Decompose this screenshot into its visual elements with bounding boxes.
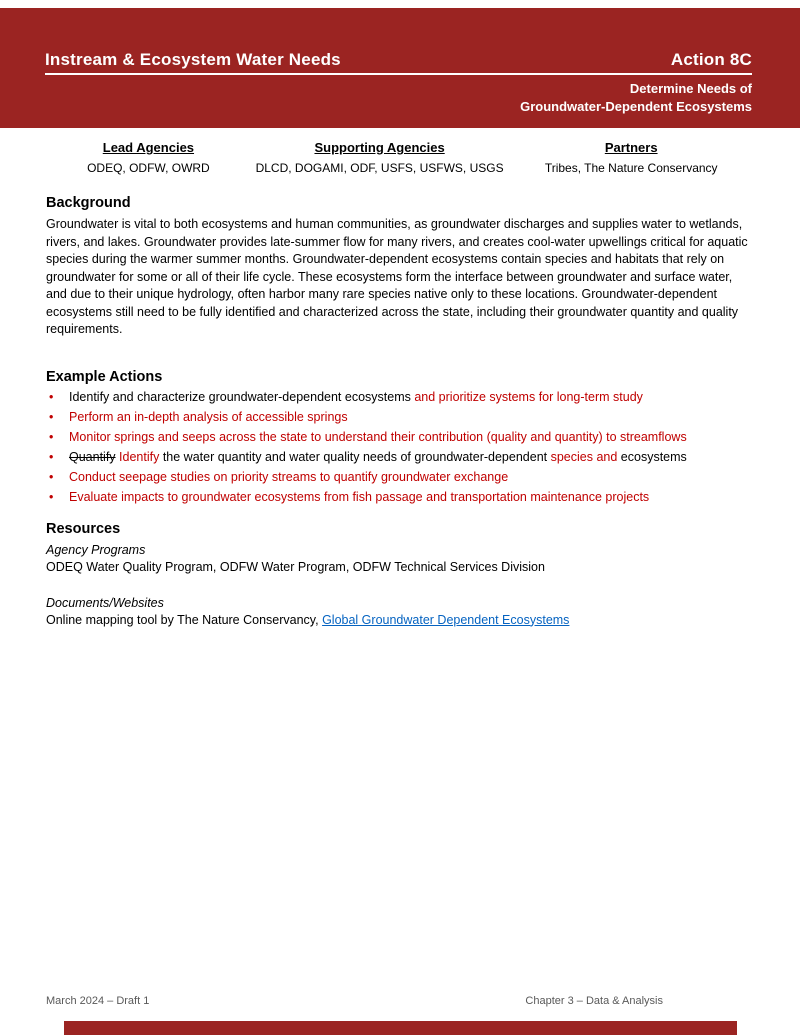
action-segment-red: Evaluate impacts to groundwater ecosystems from fish passage and transportation maintenance projects xyxy=(69,489,650,504)
action-item xyxy=(46,470,754,485)
action-item xyxy=(46,450,754,465)
subtitle-line-1: Determine Needs of xyxy=(629,81,752,96)
partners-label: Partners xyxy=(604,140,658,155)
action-number: Action 8C xyxy=(670,50,752,69)
action-item xyxy=(46,390,754,405)
partners-value: Tribes, The Nature Conservancy xyxy=(544,161,718,175)
documents-websites-label: Documents/Websites xyxy=(46,595,164,610)
action-segment-red: Monitor springs and seeps across the state to understand their contribution (quality and quantity) to streamflows xyxy=(69,429,687,444)
example-actions-heading: Example Actions xyxy=(46,368,163,385)
documents-prefix: Online mapping tool by The Nature Conservancy, xyxy=(46,612,323,627)
agency-programs-text: ODEQ Water Quality Program, ODFW Water Program, ODFW Technical Services Division xyxy=(46,559,545,574)
gde-mapping-tool-link[interactable]: Global Groundwater Dependent Ecosystems xyxy=(322,612,570,627)
footer-draft-info: March 2024 – Draft 1 xyxy=(46,995,150,1007)
action-segment-default: Identify and characterize groundwater-dependent ecosystems xyxy=(69,389,415,404)
supporting-agencies-label: Supporting Agencies xyxy=(314,140,445,155)
partners-column xyxy=(522,140,740,175)
action-segment-red: Conduct seepage studies on priority streams to quantify groundwater exchange xyxy=(69,469,509,484)
action-segment-red: and prioritize systems for long-term study xyxy=(414,389,643,404)
bottom-red-bar xyxy=(64,1021,737,1035)
action-segment-red: species and xyxy=(550,449,618,464)
lead-agencies-value: ODEQ, ODFW, OWRD xyxy=(87,161,210,175)
action-segment-red: Identify xyxy=(119,449,160,464)
action-segment-default: the water quantity and water quality needs of groundwater-dependent xyxy=(159,449,551,464)
agencies-row xyxy=(0,140,800,175)
background-heading: Background xyxy=(46,195,131,211)
resources-heading: Resources xyxy=(46,520,121,537)
lead-agencies-column xyxy=(60,140,237,175)
page-footer xyxy=(46,995,754,1007)
action-segment-strike: Quantify xyxy=(69,449,116,464)
agency-programs-label: Agency Programs xyxy=(46,542,146,557)
action-segment-red: Perform an in-depth analysis of accessible springs xyxy=(69,409,348,424)
documents-websites-text xyxy=(46,612,754,629)
header-subtitle xyxy=(45,80,752,116)
background-text: Groundwater is vital to both ecosystems and human communities, as groundwater discharges and supplies water to wetlands, rivers, and lakes. Groundwater provides late-summer flow for many rivers, and creates cool-water upwellings critical for aquatic species during the warmer summer months. Groundwater-dependent ecosystems contain species and habitats that rely on groundwater for some or all of their life cycle. These ecosystems form the interface between groundwater and surface water, and due to their unique hydrology, often harbor many rare species native only to these locations. Groundwater-dependent ecosystems still need to be fully identified and characterized across the state, including their groundwater quantity and quality requirements. xyxy=(46,217,748,336)
supporting-agencies-value: DLCD, DOGAMI, ODF, USFS, USFWS, USGS xyxy=(255,161,504,175)
header-band xyxy=(0,8,800,128)
supporting-agencies-column xyxy=(237,140,523,175)
main-content xyxy=(0,195,800,629)
action-item xyxy=(46,430,754,445)
action-item xyxy=(46,410,754,425)
action-segment-default: ecosystems xyxy=(617,449,687,464)
action-item xyxy=(46,490,754,505)
header-title-row xyxy=(45,50,752,75)
lead-agencies-label: Lead Agencies xyxy=(102,140,195,155)
example-actions-list xyxy=(46,390,754,505)
subtitle-line-2: Groundwater-Dependent Ecosystems xyxy=(520,99,752,114)
page-title: Instream & Ecosystem Water Needs xyxy=(45,50,341,69)
footer-chapter-info: Chapter 3 – Data & Analysis xyxy=(525,995,663,1007)
